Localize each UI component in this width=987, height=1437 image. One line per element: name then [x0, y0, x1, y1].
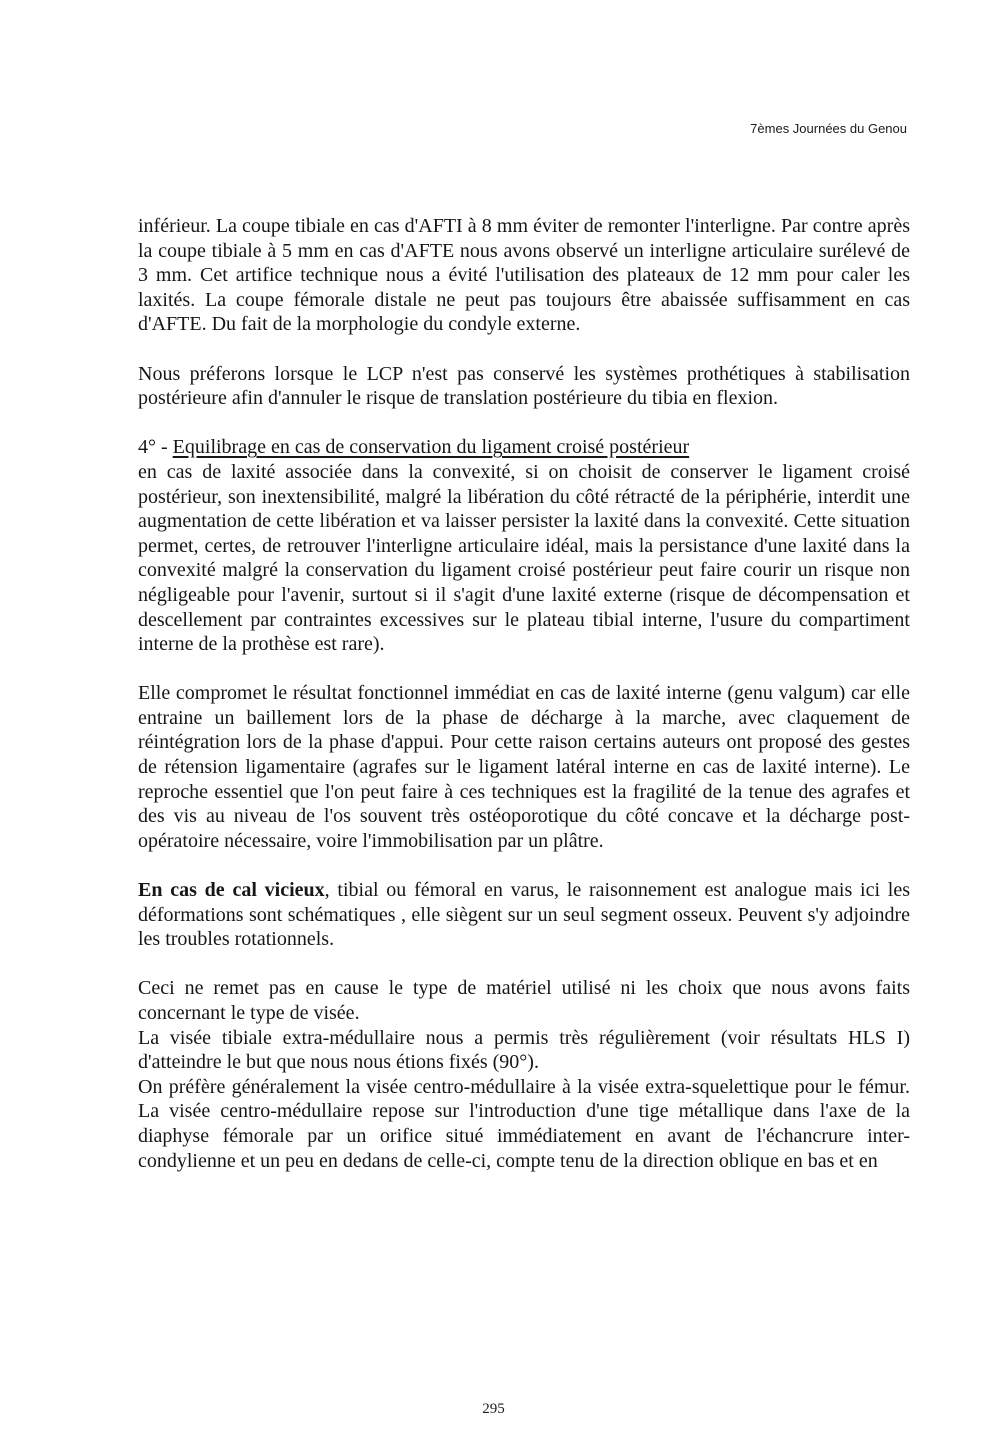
section-4-title: Equilibrage en cas de conservation du ligament croisé postérieur — [172, 436, 690, 459]
cal-vicieux-lead: En cas de cal vicieux — [138, 879, 325, 902]
section-4-heading — [138, 435, 910, 460]
section-4-number: 4° - — [138, 436, 173, 459]
paragraph-visee-tibiale: La visée tibiale extra-médullaire nous a permis très régulièrement (voir résultats HLS I) d'atteindre le but que nous nous étions fixés (90°). — [138, 1026, 910, 1074]
section-4-body: en cas de laxité associée dans la convexité, si on choisit de conserver le ligament croisé postérieur, son inextensibilité, malgré la libération du côté rétracté de la périphérie, interdit une augmentation de cette libération et va laisser persister la laxité dans la convexité. Cette situation permet, certes, de retrouver l'interligne articulaire idéal, mais la persistance d'une laxité dans la convexité malgré la conservation du ligament croisé postérieur peut faire courir un risque non négligeable pour l'avenir, surtout si il s'agit d'une laxité externe (risque de décompensation et descellement par contraintes excessives sur le plateau tibial interne, l'usure du compartiment interne de la prothèse est rare). — [138, 460, 910, 656]
paragraph-cal-vicieux — [138, 878, 910, 952]
page-body — [138, 214, 910, 1173]
paragraph-visee-femorale: On préfère généralement la visée centro-médullaire à la visée extra-squelettique pour le fémur. La visée centro-médullaire repose sur l'introduction d'une tige métallique dans l'axe de la diaphyse fémorale par un orifice situé immédiatement en avant de l'échancrure inter-condylienne et un peu en dedans de celle-ci, compte tenu de la direction oblique en bas et en — [138, 1075, 910, 1172]
cal-vicieux-text: , tibial ou fémoral en varus, le raisonnement est analogue mais ici les déformations sont schématiques , elle siègent sur un seul segment osseux. Peuvent s'y adjoindre les troubles rotationnels. — [138, 879, 910, 951]
paragraph-coupe-tibiale: inférieur. La coupe tibiale en cas d'AFTI à 8 mm éviter de remonter l'interligne. Par contre après la coupe tibiale à 5 mm en cas d'AFTE nous avons observé un interligne articulaire surélevé de 3 mm. Cet artifice technique nous a évité l'utilisation des plateaux de 12 mm pour caler les laxités. La coupe fémorale distale ne peut pas toujours être abaissée suffisamment en cas d'AFTE. Du fait de la morphologie du condyle externe. — [138, 215, 910, 336]
section-4 — [138, 435, 910, 656]
page-number: 295 — [482, 1401, 505, 1417]
paragraph-elle-compromet: Elle compromet le résultat fonctionnel immédiat en cas de laxité interne (genu valgum) car elle entraine un baillement lors de la phase de décharge à la marche, avec claquement de réintégration lors de la phase d'appui. Pour cette raison certains auteurs ont proposé des gestes de rétension ligamentaire (agrafes sur le ligament latéral interne en cas de laxité interne). Le reproche essentiel que l'on peut faire à ces techniques est la fragilité de la tenue des agrafes et des vis au niveau de l'os souvent très ostéoporotique du côté concave et la décharge post-opératoire nécessaire, voire l'immobilisation par un plâtre. — [138, 682, 910, 852]
paragraph-materiel: Ceci ne remet pas en cause le type de matériel utilisé ni les choix que nous avons faits concernant le type de visée. — [138, 977, 910, 1024]
paragraph-lcp: Nous préferons lorsque le LCP n'est pas conservé les systèmes prothétiques à stabilisation postérieure afin d'annuler le risque de translation postérieure du tibia en flexion. — [138, 362, 910, 410]
running-header: 7èmes Journées du Genou — [750, 121, 907, 136]
